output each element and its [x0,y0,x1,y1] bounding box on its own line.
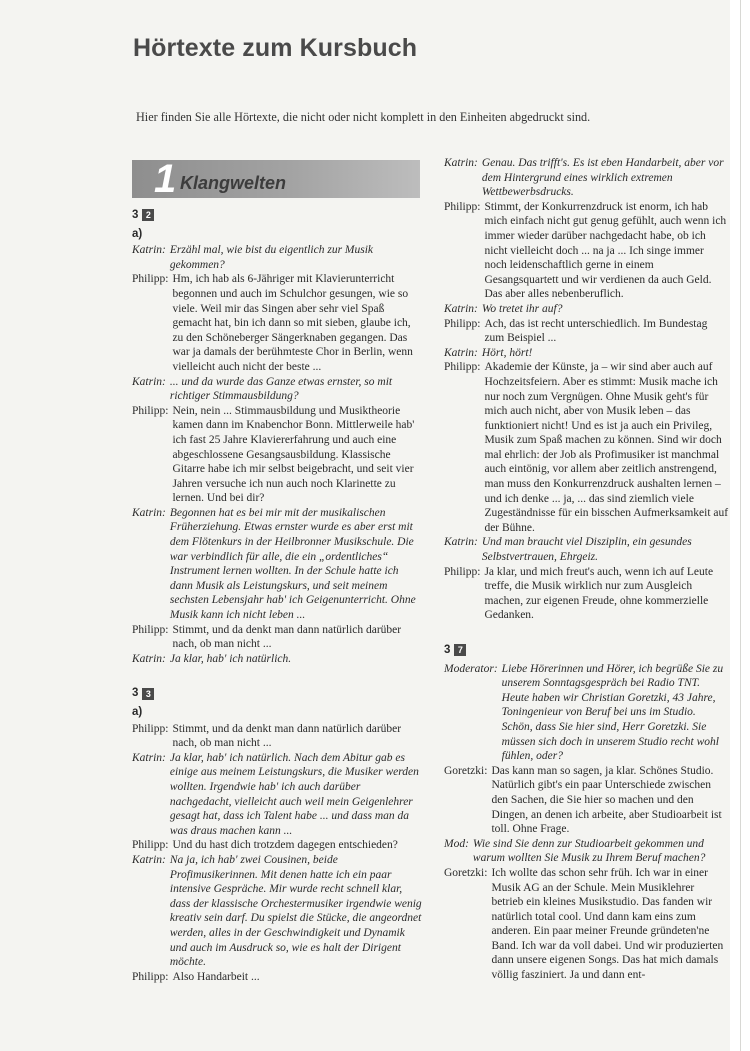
speaker-label: Mod: [444,837,469,850]
dialogue-line [132,751,424,839]
speaker-label: Philipp: [132,970,169,983]
speaker-label: Philipp: [132,839,169,852]
dialogue-line [444,764,729,837]
cd-number: 3 [444,644,451,656]
dialogue-line [444,156,729,200]
dialogue-text: Ja klar, hab' ich natürlich. [169,652,292,665]
dialogue-text: Wie sind Sie denn zur Studioarbeit gekommen und warum wollten Sie Musik zu Ihrem Beruf machen? [472,837,706,865]
speaker-label: Katrin: [444,157,478,169]
dialogue-text: Ich wollte das schon sehr früh. Ich war in einer Musik AG an der Schule. Mein Musiklehrer betrieb ein kleines Musikstudio. Das fanden wir natürlich total cool. Und dann kam eins zum anderen. Ein paar meiner Freunde gründeten'ne Band. Ich war da voll dabei. Und wir produzierten dann unsere eigenen Songs. Das hat mich damals völlig fasziniert. Ja und dann ent- [491,866,724,982]
speaker-label: Katrin: [132,652,166,665]
track-number-icon: 2 [142,209,154,221]
dialogue-line [444,360,729,535]
dialogue-line [444,662,729,764]
track-number-icon: 3 [142,688,154,700]
dialogue-text: Hört, hört! [481,346,533,359]
page-edge [730,0,740,1051]
dialogue-text: Das kann man so sagen, ja klar. Schönes Studio. Natürlich gibt's ein paar Unterschiede zwischen den Sachen, die Sie hier so machen und den Dingen, an denen ich arbeite, aber Studioarbeit ist toll. Ohne Frage. [491,764,722,836]
speaker-label: Katrin: [444,302,478,315]
dialogue-line [444,200,729,302]
exercise-part: a) [132,706,143,718]
speaker-label: Katrin: [132,853,166,866]
cd-number: 3 [132,687,139,700]
dialogue-text: Stimmt, und da denkt man dann natürlich darüber nach, ob man nicht ... [172,722,402,750]
dialogue-line [132,272,424,374]
page-title: Hörtexte zum Kursbuch [133,34,418,62]
dialogue-line [132,375,424,404]
speaker-label: Moderator: [444,662,498,675]
right-column [444,156,729,983]
dialogue-line [132,243,424,272]
dialogue-text: Wo tretet ihr auf? [481,302,563,315]
dialogue-line [132,722,424,751]
dialogue-block [132,243,424,666]
dialogue-line [444,535,729,564]
speaker-label: Katrin: [444,536,478,549]
exercise-part: a) [132,227,143,240]
dialogue-line [444,317,729,346]
dialogue-line [132,853,424,970]
dialogue-line [444,866,729,983]
dialogue-line [444,302,729,317]
dialogue-text: Stimmt, und da denkt man dann natürlich darüber nach, ob man nicht ... [172,623,402,651]
dialogue-block [444,156,729,623]
track-marker [132,208,424,223]
dialogue-line [132,404,424,506]
dialogue-line [132,506,424,623]
dialogue-text: Und man braucht viel Disziplin, ein gesundes Selbstvertrauen, Ehrgeiz. [481,536,692,564]
dialogue-text: Und du hast dich trotzdem dagegen entschieden? [172,839,398,852]
speaker-label: Katrin: [132,506,166,519]
speaker-label: Katrin: [132,751,166,764]
dialogue-text: Genau. Das trifft's. Es ist eben Handarbeit, aber vor dem Hintergrund eines wirklich extremen Wettbewerbsdrucks. [481,157,724,199]
dialogue-line [444,565,729,623]
dialogue-text: Hm, ich hab als 6-Jähriger mit Klavierunterricht begonnen und auch im Schulchor gesungen, wie so viele. Weil mir das Singen aber sehr viel Spaß gemacht hat, bin ich dann so mit sieben, glaube ich, zu den Schöneberger Sängerknaben gegangen. Das war ja damals der berühmteste Chor in Berlin, wenn vielleicht auch nicht der beste ... [172,273,413,373]
speaker-label: Philipp: [444,317,481,330]
unit-banner [132,157,420,201]
speaker-label: Philipp: [132,722,169,735]
dialogue-text: Liebe Hörerinnen und Hörer, ich begrüße Sie zu unserem Sonntagsgespräch bei Radio TNT. Heute haben wir Christian Goretzki, 43 Jahre, Toningenieur von Beruf bei uns im Studio. Schön, dass Sie hier sind, Herr Goretzki. Sie müssen sich doch in unserem Studio recht wohl fühlen, oder? [501,662,724,763]
speaker-label: Philipp: [132,404,169,417]
speaker-label: Katrin: [132,244,166,257]
speaker-label: Goretzki: [444,764,488,777]
dialogue-line [132,623,424,652]
track-number-icon: 7 [454,644,466,656]
speaker-label: Philipp: [132,623,169,636]
speaker-label: Philipp: [444,200,481,213]
cd-number: 3 [132,209,139,221]
dialogue-text: Also Handarbeit ... [172,970,260,983]
intro-text: Hier finden Sie alle Hörtexte, die nicht oder nicht komplett in den Einheiten abgedruckt sind. [136,110,591,124]
speaker-label: Goretzki: [444,866,488,879]
dialogue-text: Ach, das ist recht unterschiedlich. Im Bundestag zum Beispiel ... [484,317,708,345]
speaker-label: Philipp: [444,565,481,578]
dialogue-text: Akademie der Künste, ja – wir sind aber auch auf Hochzeitsfeiern. Aber es stimmt: Musik mache ich nur noch zum Vergnügen. Ohne Musik geht's für mich auch nicht, aber von Musik leben – das funktioniert nicht! Und es ist ja auch ein Privileg, Musik zum Spaß machen zu können. Sind wir doch mal ehrlich: der Job als Profimusiker ist manchmal auch eintönig, vor allem aber zeitlich anstrengend, man muss den Konkurrenzdruck aushalten lernen – und ich denke ... ja, ... das sind ziemlich viele Zugeständnisse für ein bisschen Aufmerksamkeit auf der Bühne. [484,361,729,534]
dialogue-line [132,838,424,853]
speaker-label: Philipp: [132,273,169,286]
track-marker [444,643,729,658]
unit-number: 1 [154,157,177,201]
track-marker [132,686,424,701]
dialogue-block [444,662,729,983]
dialogue-text: Begonnen hat es bei mir mit der musikalischen Früherziehung. Etwas ernster wurde es aber erst mit dem Flötenkurs in der Heilbronner Musikschule. Die war verbindlich für alle, die ein „ordentliches“ Instrument lernen wollten. In der Schule hatte ich dann Musik als Leistungskurs, und seit meinem sechsten Lebensjahr hab' ich Geigenunterricht. Ohne Musik kann ich nicht leben ... [169,506,416,622]
dialogue-line [444,346,729,361]
speaker-label: Katrin: [444,346,478,359]
dialogue-line [444,837,729,866]
unit-title: Klangwelten [180,173,287,193]
dialogue-text: Ja klar, und mich freut's auch, wenn ich auf Leute treffe, die Musik wirklich nur zum Ausgleich machen, zur eigenen Freude, ohne kommerzielle Gedanken. [484,565,714,622]
dialogue-text: Nein, nein ... Stimmausbildung und Musiktheorie kamen dann im Knabenchor Bonn. Mittlerweile hab' ich fast 25 Jahre Klaviererfahrung und auch eine abgeschlossene Gesangsausbildung. Klassische Gitarre habe ich mir selbst beigebracht, und seit vier Jahren versuche ich nun auch noch Klarinette zu lernen. Und bei dir? [172,404,415,505]
dialogue-text: Erzähl mal, wie bist du eigentlich zur Musik gekommen? [169,244,374,271]
left-column [132,157,424,984]
dialogue-text: Ja klar, hab' ich natürlich. Nach dem Abitur gab es einige aus meinem Leistungskurs, die Musiker werden wollten. Irgendwie hab' ich auch darüber nachgedacht, vielleicht auch weil mein Geigenlehrer gesagt hat, dass ich Talent habe ... und dass man da was draus machen kann ... [169,751,419,837]
dialogue-block [132,722,424,985]
dialogue-line [132,652,424,667]
dialogue-text: Na ja, ich hab' zwei Cousinen, beide Profimusikerinnen. Mit denen hatte ich ein paar intensive Gespräche. Mir wurde recht schnell klar, dass der klassische Orchestermusiker irgendwie wenig kreativ sein darf. Du spielst die Stücke, die angeordnet werden, alles in der Geschwindigkeit und Dynamik und auch im Ausdruck so, wie es halt der Dirigent möchte. [169,853,422,969]
dialogue-line [132,970,424,985]
dialogue-text: ... und da wurde das Ganze etwas ernster, so mit richtiger Stimmausbildung? [169,375,393,403]
dialogue-text: Stimmt, der Konkurrenzdruck ist enorm, ich hab mich einfach nicht gut genug gefühlt, auch wenn ich immer wieder darüber nachgedacht habe, ob ich nicht vielleicht doch ... na ja ... Ich singe immer noch leidenschaftlich gerne in einem Gesangsquartett und wir verdienen da auch Geld. Das aber alles nebenberuflich. [484,200,727,301]
speaker-label: Philipp: [444,361,481,374]
speaker-label: Katrin: [132,375,166,388]
